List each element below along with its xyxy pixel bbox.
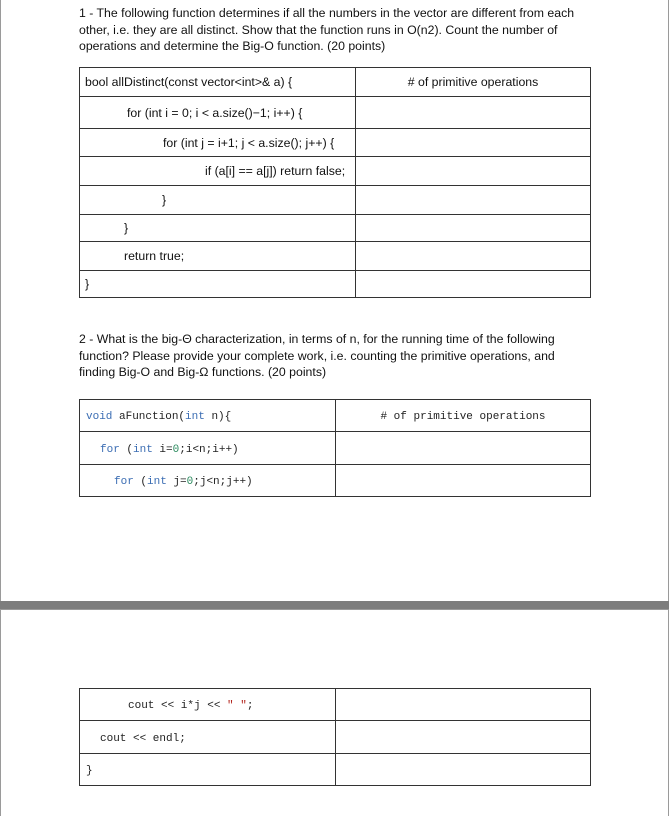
- code-line: if (a[i] == a[j]) return false;: [205, 164, 346, 178]
- table-row: [80, 271, 591, 298]
- ops-column-header: # of primitive operations: [407, 75, 539, 89]
- table-row: [80, 242, 591, 271]
- operations-table-2-continued: [79, 688, 591, 786]
- table-row: [80, 157, 591, 186]
- table-row: [80, 754, 591, 786]
- table-row: [80, 97, 591, 129]
- ops-cell[interactable]: [336, 754, 591, 786]
- table-row: [80, 465, 591, 497]
- code-line: for (int i = 0; i < a.size()−1; i++) {: [127, 105, 303, 120]
- ops-cell[interactable]: [356, 186, 591, 215]
- question-1-text: 1 - The following function determines if all the numbers in the vector are different from each other, i.e. they are all distinct. Show that the function runs in O(n2). Count the number of operations and determine the Big-O function. (20 points): [79, 6, 575, 53]
- ops-cell[interactable]: [336, 721, 591, 754]
- table-row: [80, 689, 591, 721]
- operations-table-2: [79, 399, 591, 497]
- question-2-text: 2 - What is the big-Θ characterization, in terms of n, for the running time of the following function? Please provide your complete work, i.e. counting the primitive operations, and finding Big-O and Big-Ω functions. (20 points): [79, 332, 555, 379]
- code-line: for (int j = i+1; j < a.size(); j++) {: [163, 135, 335, 150]
- table-row: [80, 721, 591, 754]
- code-line: for (int i=0;i<n;i++): [100, 443, 239, 456]
- ops-cell[interactable]: [356, 215, 591, 242]
- ops-cell[interactable]: [356, 242, 591, 271]
- table-row: [80, 186, 591, 215]
- table-row: [80, 68, 591, 97]
- code-line: }: [85, 277, 90, 291]
- table-row: [80, 432, 591, 465]
- code-line: cout << endl;: [100, 732, 186, 745]
- ops-cell[interactable]: [336, 689, 591, 721]
- code-line: return true;: [124, 249, 185, 263]
- ops-cell[interactable]: [356, 129, 591, 157]
- operations-table-1: [79, 67, 591, 298]
- ops-cell[interactable]: [336, 432, 591, 465]
- code-line: void aFunction(int n){: [86, 411, 232, 423]
- ops-cell[interactable]: [336, 465, 591, 497]
- ops-column-header: # of primitive operations: [380, 411, 546, 423]
- code-line: }: [162, 193, 167, 207]
- table-row: [80, 215, 591, 242]
- code-line: }: [86, 765, 93, 777]
- table-row: [80, 400, 591, 432]
- code-line: bool allDistinct(const vector<int>& a) {: [85, 75, 293, 89]
- ops-cell[interactable]: [356, 97, 591, 129]
- ops-cell[interactable]: [356, 157, 591, 186]
- page-separator: [0, 601, 669, 609]
- code-line: }: [124, 221, 129, 235]
- code-line: for (int j=0;j<n;j++): [114, 476, 253, 488]
- code-line: cout << i*j << " ";: [128, 700, 254, 712]
- table-row: [80, 129, 591, 157]
- ops-cell[interactable]: [356, 271, 591, 298]
